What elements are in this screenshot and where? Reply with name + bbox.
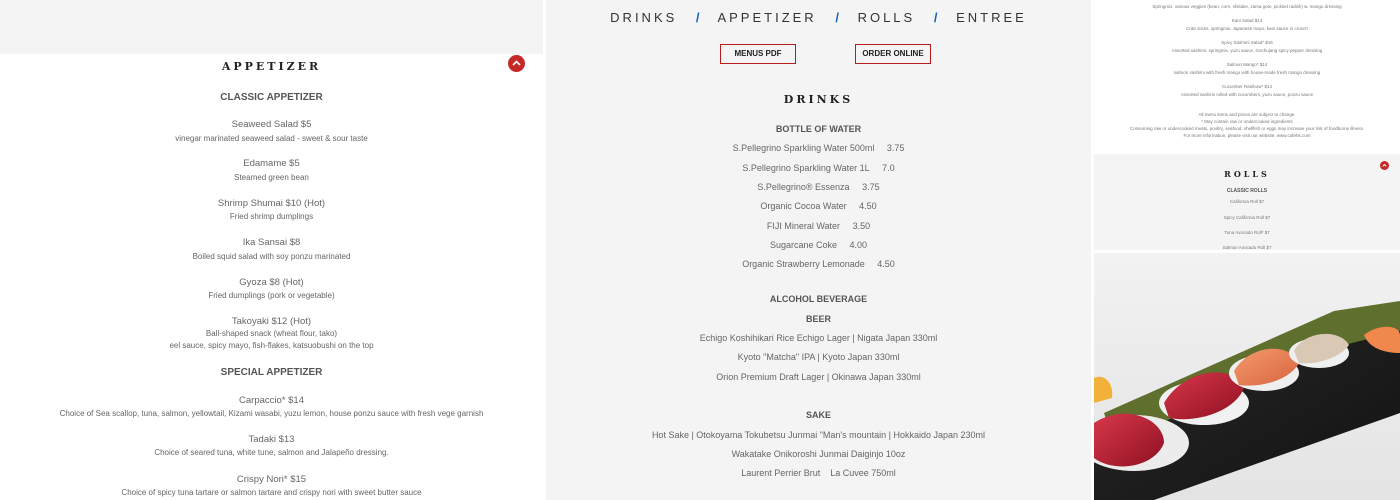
nav-separator: / xyxy=(695,10,700,25)
menu-note: Consuming raw or undercooked meats, poultry, seafood, shellfish or eggs may increase your risk of foodborne illness. xyxy=(1129,126,1365,131)
drink-row: Wakatake Onikoroshi Junmai Daiginjo 10oz xyxy=(731,449,906,459)
roll-item: California Roll $7 xyxy=(1229,199,1265,204)
sushi-image xyxy=(1094,253,1400,500)
menu-note: All menu items and prices are subject to change. xyxy=(1198,112,1296,117)
menu-item-name: Carpaccio* $14 xyxy=(239,395,304,406)
chevron-up-icon xyxy=(508,55,525,72)
menu-item-name: Ika Sansai $8 xyxy=(242,237,301,248)
sushi-photo xyxy=(1094,253,1400,500)
appetizer-title: APPETIZER xyxy=(221,60,322,73)
sake-heading: SAKE xyxy=(805,410,831,420)
nav-rolls[interactable]: ROLLS xyxy=(857,10,916,25)
menu-item-name: Edamame $5 xyxy=(243,158,300,169)
nav-drinks[interactable]: DRINKS xyxy=(610,10,678,25)
roll-item: Salmon Avocado Roll $7 xyxy=(1222,245,1272,250)
drink-row: S.Pellegrino® Essenza 3.75 xyxy=(757,182,880,192)
drink-row: S.Pellegrino Sparkling Water 500ml 3.75 xyxy=(732,143,905,153)
menu-line: Spicy Sashimi Salad* $16 xyxy=(1221,40,1273,45)
nav-appetizer[interactable]: APPETIZER xyxy=(717,10,817,25)
rolls-title: ROLLS xyxy=(1224,169,1270,179)
order-online-button[interactable]: ORDER ONLINE xyxy=(855,44,931,64)
menus-pdf-button[interactable]: MENUS PDF xyxy=(720,44,796,64)
menu-nav xyxy=(546,10,1091,25)
alcohol-heading: ALCOHOL BEVERAGE xyxy=(769,294,868,304)
drink-row: FIJI Mineral Water 3.50 xyxy=(766,221,871,231)
scroll-top-button[interactable] xyxy=(508,55,525,72)
drink-row: Hot Sake | Otokoyama Tokubetsu Junmai "Man's mountain | Hokkaido Japan 230ml xyxy=(651,430,986,440)
menu-item-desc: Choice of spicy tuna tartare or salmon tartare and crispy nori with sweet butter sauce xyxy=(121,488,422,497)
menu-item-name: Tadaki $13 xyxy=(248,434,295,445)
drinks-panel xyxy=(546,0,1091,500)
rolls-menu-thumbnail xyxy=(1094,154,1400,250)
menu-item-name: Crispy Nori* $15 xyxy=(236,474,307,485)
menu-note: For more information, please visit our website: www.cafehk.com xyxy=(1183,133,1311,138)
menu-item-desc: Choice of Sea scallop, tuna, salmon, yellowtail, Kizami wasabi, yuzu lemon, house ponzu sauce with fresh vege garnish xyxy=(59,409,484,418)
roll-item: Tuna Avocado Roll* $7 xyxy=(1224,230,1270,235)
drink-row: Echigo Koshihikari Rice Echigo Lager | Nigata Japan 330ml xyxy=(699,333,938,343)
roll-item: Spicy California Roll $7 xyxy=(1223,215,1271,220)
appetizer-panel xyxy=(0,0,543,500)
drink-row: Organic Strawberry Lemonade 4.50 xyxy=(742,259,895,269)
drink-row: Organic Cocoa Water 4.50 xyxy=(760,201,877,211)
menu-item-desc: Choice of seared tuna, white tune, salmon and Jalapeño dressing. xyxy=(154,448,389,457)
salad-menu-thumbnail xyxy=(1094,0,1400,154)
menu-line: Assorted sashimi rolled with cucumbers, yuzu sauce, ponzu sauce xyxy=(1180,92,1314,97)
drink-row: Orion Premium Draft Lager | Okinawa Japan 330ml xyxy=(716,372,921,382)
menu-item-desc: Boiled squid salad with soy ponzu marinated xyxy=(192,252,351,261)
nav-entree[interactable]: ENTREE xyxy=(956,10,1027,25)
menu-item-desc: Ball-shaped snack (wheat flour, tako) xyxy=(205,329,338,338)
menu-line: salmon sashimi with fresh mango with house-made fresh mango dressing xyxy=(1173,70,1321,75)
classic-rolls-heading: CLASSIC ROLLS xyxy=(1226,188,1268,194)
drinks-title: DRINKS xyxy=(783,93,854,106)
nav-separator: / xyxy=(835,10,839,25)
menu-line: Assorted sashimi, springmix, yuzu sauce, Gochujang spicy pepper dressing xyxy=(1171,48,1323,53)
chevron-up-icon xyxy=(1380,161,1389,170)
menu-line: Crab sticks, springmix, Japanese mayo, kani sauce in crunch xyxy=(1186,26,1308,31)
special-appetizer-heading: SPECIAL APPETIZER xyxy=(220,367,323,378)
beer-heading: BEER xyxy=(805,314,831,324)
menu-item-desc: Fried shrimp dumplings xyxy=(229,212,314,221)
water-heading: BOTTLE OF WATER xyxy=(775,124,862,134)
menu-item-name: Takoyaki $12 (Hot) xyxy=(231,316,312,327)
classic-appetizer-heading: CLASSIC APPETIZER xyxy=(220,92,323,103)
nav-separator: / xyxy=(933,10,938,25)
menu-item-name: Seaweed Salad $5 xyxy=(231,119,312,130)
menu-item-name: Gyoza $8 (Hot) xyxy=(239,277,304,288)
drink-row: Kyoto "Matcha" IPA | Kyoto Japan 330ml xyxy=(737,352,900,362)
menu-line: Springmix, various veggies (bean, corn, shiitake, zama goto, pickled radish) w. mango dressing xyxy=(1152,4,1342,9)
drink-row: Sugarcane Coke 4.00 xyxy=(769,240,868,250)
menu-note: * May contain raw or undercooked ingredients xyxy=(1201,119,1293,124)
scroll-top-button[interactable] xyxy=(1380,161,1389,170)
drink-row: S.Pellegrino Sparkling Water 1L 7.0 xyxy=(742,163,895,173)
menu-item-desc: Fried dumplings (pork or vegetable) xyxy=(208,291,335,300)
menu-item-name: Shrimp Shumai $10 (Hot) xyxy=(217,198,326,209)
menu-item-desc: Steamed green bean xyxy=(234,173,309,182)
top-band xyxy=(0,0,543,54)
menu-line: Salmon Mango* $14 xyxy=(1226,62,1268,67)
drink-row: Laurent Perrier Brut La Cuvee 750ml xyxy=(741,468,896,478)
menu-line: Cucumber Rainbow* $14 xyxy=(1221,84,1273,89)
menu-line: Kani Salad $14 xyxy=(1231,18,1263,23)
menu-item-desc: eel sauce, spicy mayo, fish-flakes, katsuobushi on the top xyxy=(169,341,374,350)
menu-item-desc: vinegar marinated seaweed salad - sweet & sour taste xyxy=(175,134,368,143)
